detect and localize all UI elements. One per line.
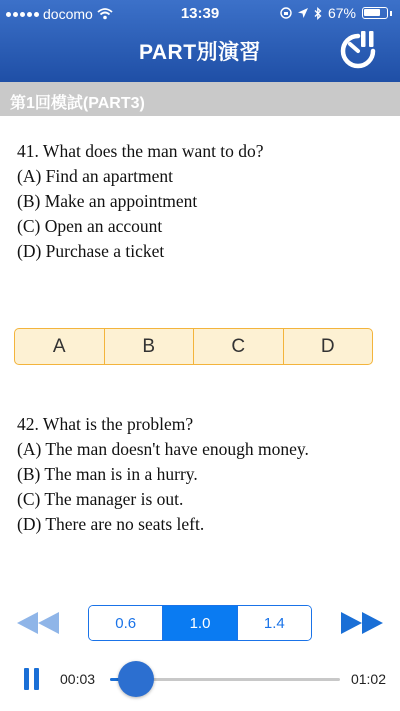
status-bar (0, 0, 400, 28)
question-prompt: 42. What is the problem? (17, 414, 194, 434)
timer-pause-icon[interactable] (336, 28, 380, 72)
option-c: (C) The manager is out. (17, 489, 184, 509)
speed-button-0-6[interactable]: 0.6 (89, 606, 163, 640)
section-title: 第1回模試(PART3) (0, 82, 400, 116)
bluetooth-icon (314, 7, 322, 20)
rewind-icon[interactable] (17, 612, 59, 634)
option-d: (D) Purchase a ticket (17, 241, 165, 261)
battery-percent: 67% (327, 5, 356, 21)
answer-button-d[interactable]: D (320, 335, 335, 357)
question-41 (17, 139, 264, 264)
answer-button-a[interactable]: A (15, 329, 105, 364)
location-icon (298, 8, 308, 18)
clock: 13:39 (180, 5, 220, 22)
answer-selector (14, 328, 373, 365)
option-a: (A) The man doesn't have enough money. (17, 439, 309, 459)
carrier-label: docomo (43, 6, 93, 22)
speed-button-1-4[interactable]: 1.4 (238, 606, 311, 640)
rotation-lock-icon (280, 7, 292, 19)
playback-speed-selector (88, 605, 312, 641)
question-42 (17, 412, 309, 537)
fast-forward-icon[interactable] (341, 612, 383, 634)
total-time: 01:02 (350, 671, 386, 687)
answer-button-c[interactable]: C (194, 329, 284, 364)
option-c: (C) Open an account (17, 216, 163, 236)
current-time: 00:03 (60, 671, 96, 687)
option-b: (B) The man is in a hurry. (17, 464, 198, 484)
page-title: PART別演習 (138, 41, 262, 64)
option-b: (B) Make an appointment (17, 191, 198, 211)
battery-icon (362, 7, 388, 19)
option-a: (A) Find an apartment (17, 166, 173, 186)
app-header (0, 0, 400, 82)
option-d: (D) There are no seats left. (17, 514, 205, 534)
pause-icon[interactable] (24, 668, 40, 690)
question-prompt: 41. What does the man want to do? (17, 141, 264, 161)
speed-button-1-0[interactable]: 1.0 (163, 606, 237, 640)
seek-thumb[interactable] (118, 661, 154, 697)
answer-button-b[interactable]: B (105, 329, 195, 364)
